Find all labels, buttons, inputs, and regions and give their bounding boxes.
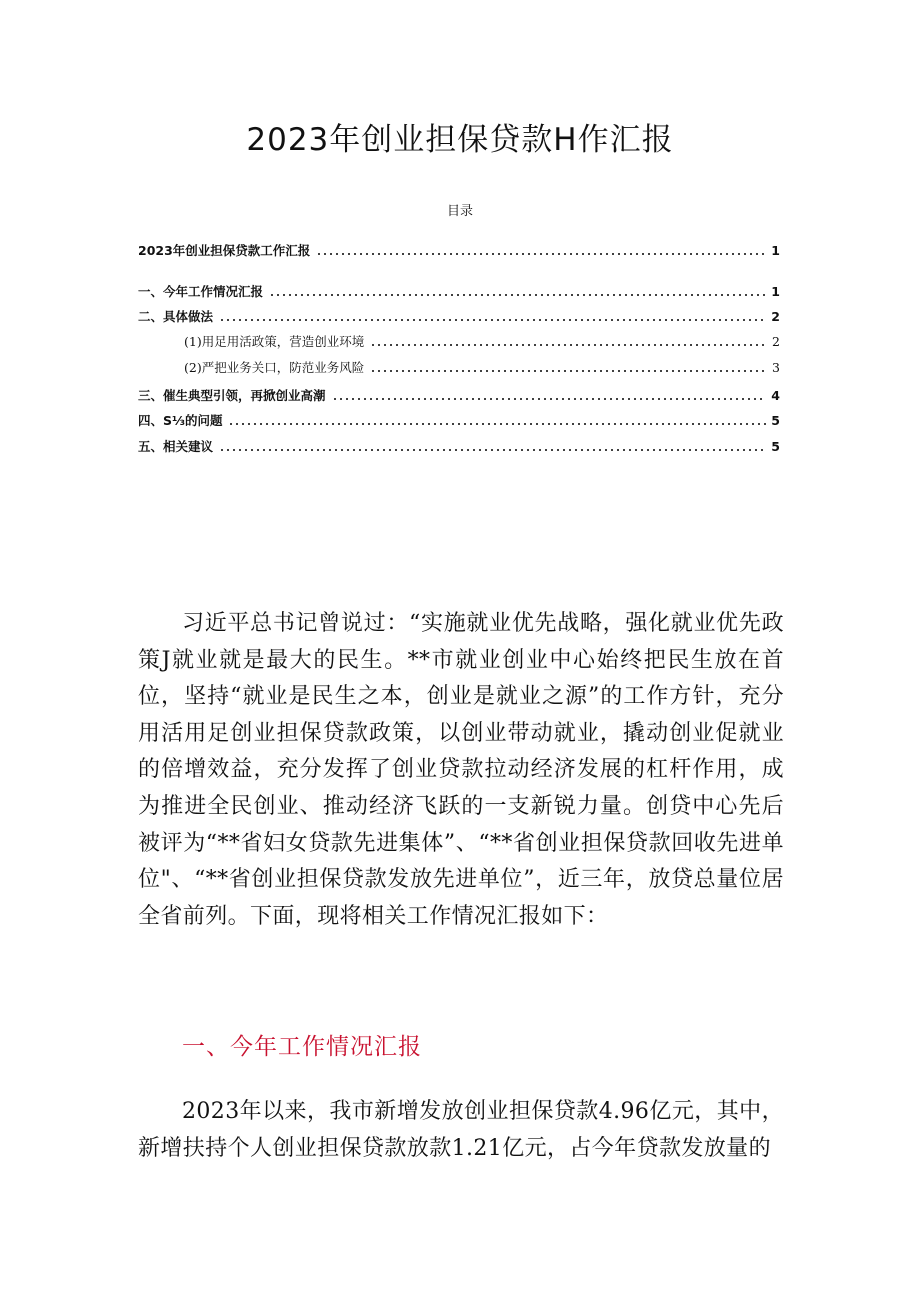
- toc-entry-text: 一、今年工作情况汇报: [138, 284, 264, 299]
- toc-entry-page: 5: [771, 413, 780, 428]
- toc-leader: [269, 293, 766, 297]
- toc-entry-text: 二、具体做法: [138, 309, 214, 324]
- toc-entry-page: 1: [771, 243, 780, 258]
- toc-entry-text: (2)严把业务关口，防范业务风险: [184, 360, 365, 375]
- toc-entry-text: 四、S⅓的问题: [138, 413, 223, 428]
- section-1-paragraph: 2023年以来，我市新增发放创业担保贷款4.96亿元，其中，新增扶持个人创业担保贷款放款1.21亿元，占今年贷款发放量的: [138, 1099, 784, 1161]
- toc-entry[interactable]: [138, 434, 780, 456]
- toc-entry[interactable]: [138, 329, 780, 351]
- toc-entry-page: 4: [771, 388, 780, 403]
- toc-entry-page: 5: [771, 439, 780, 454]
- toc-entry-page: 1: [771, 284, 780, 299]
- toc-entry-page: 2: [771, 309, 780, 324]
- intro-paragraph: 习近平总书记曾说过：“实施就业优先战略，强化就业优先政策J就业就是最大的民生。**市就业创业中心始终把民生放在首位，坚持“就业是民生之本，创业是就业之源”的工作方针，充分用活用足创业担保贷款政策，以创业带动就业，撬动创业促就业的倍增效益，充分发挥了创业贷款拉动经济发展的杠杆作用，成为推进全民创业、推动经济飞跃的一支新锐力量。创贷中心先后被评为“**省妇女贷款先进集体”、“**省创业担保贷款回收先进单位"、“**省创业担保贷款发放先进单位”，近三年，放贷总量位居全省前列。下面，现将相关工作情况汇报如下：: [138, 611, 784, 929]
- toc-entry[interactable]: [138, 408, 780, 430]
- section-heading-1: 一、今年工作情况汇报: [182, 1034, 422, 1060]
- toc-leader: [332, 397, 766, 401]
- toc-entry[interactable]: [138, 355, 780, 377]
- toc-leader: [219, 318, 766, 322]
- toc-leader: [370, 369, 766, 373]
- toc-entry[interactable]: [138, 304, 780, 326]
- toc-leader: [316, 252, 766, 256]
- toc-leader: [219, 448, 766, 452]
- toc-entry-text: 2023年创业担保贷款工作汇报: [138, 243, 311, 258]
- document-title: 2023年创业担保贷款H作汇报: [246, 122, 674, 158]
- toc-entry-page: 3: [772, 360, 780, 375]
- toc-entry[interactable]: [138, 238, 780, 260]
- toc-entry[interactable]: [138, 279, 780, 301]
- toc-entry[interactable]: [138, 383, 780, 405]
- toc-entry-page: 2: [772, 334, 780, 349]
- toc-heading: 目录: [446, 204, 473, 219]
- toc-entry-text: (1)用足用活政策，营造创业环境: [184, 334, 365, 349]
- toc-entry-text: 五、相关建议: [138, 439, 214, 454]
- toc-leader: [370, 343, 766, 347]
- toc-entry-text: 三、催生典型引领，再掀创业高潮: [138, 388, 326, 403]
- toc-leader: [228, 422, 766, 426]
